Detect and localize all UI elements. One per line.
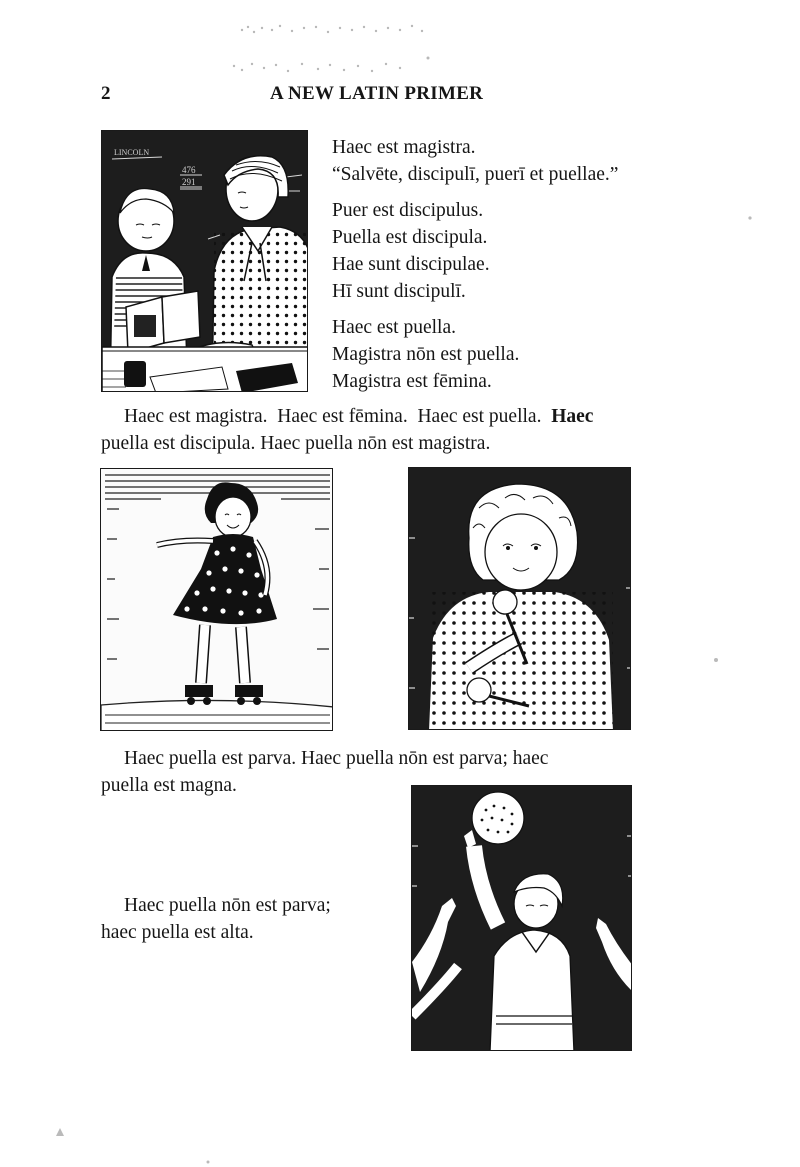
rattle-girl-art xyxy=(409,468,631,730)
girl-line-2: Magistra nōn est puella. xyxy=(332,344,520,365)
paragraph-2-line-1: Haec puella est parva. Haec puella nōn est parva; haec xyxy=(124,748,549,769)
students-line-3: Hae sunt discipulae. xyxy=(332,254,490,275)
ball-girl-art xyxy=(412,786,632,1051)
girl-holding-rattles-illustration xyxy=(408,467,631,730)
small-girl-dancing-illustration xyxy=(100,468,333,731)
library-stamp xyxy=(232,18,452,90)
small-girl-art xyxy=(101,469,333,731)
p1-sentence-3: Haec est puella. xyxy=(417,406,542,427)
students-line-4: Hī sunt discipulī. xyxy=(332,281,466,302)
tall-girl-with-ball-illustration xyxy=(411,785,632,1051)
girl-line-1: Haec est puella. xyxy=(332,317,456,338)
paragraph-1-line-1 xyxy=(124,403,593,430)
paragraph-1-line-2: puella est discipula. Haec puella nōn est magistra. xyxy=(101,433,491,454)
intro-line-1: Haec est magistra. xyxy=(332,137,476,158)
students-line-2: Puella est discipula. xyxy=(332,227,488,248)
intro-line-2: “Salvēte, discipulī, puerī et puellae.” xyxy=(332,164,619,185)
paragraph-3-line-1: Haec puella nōn est parva; xyxy=(124,895,331,916)
girl-line-3: Magistra est fēmina. xyxy=(332,371,492,392)
students-line-1: Puer est discipulus. xyxy=(332,200,484,221)
blackboard-number-2: 291 xyxy=(182,177,196,187)
paragraph-2-line-2: puella est magna. xyxy=(101,775,237,796)
blackboard-word: LINCOLN xyxy=(114,148,150,157)
p1-sentence-1: Haec est magistra. xyxy=(124,406,268,427)
running-title: A NEW LATIN PRIMER xyxy=(270,83,484,104)
teacher-illustration-art xyxy=(102,131,308,392)
blackboard-number-1: 476 xyxy=(182,165,196,175)
teacher-and-boy-illustration xyxy=(101,130,308,392)
paragraph-3-line-2: haec puella est alta. xyxy=(101,922,254,943)
page-number: 2 xyxy=(101,83,111,104)
p1-sentence-2: Haec est fēmina. xyxy=(277,406,408,427)
p1-sentence-4: Haec xyxy=(551,406,594,427)
